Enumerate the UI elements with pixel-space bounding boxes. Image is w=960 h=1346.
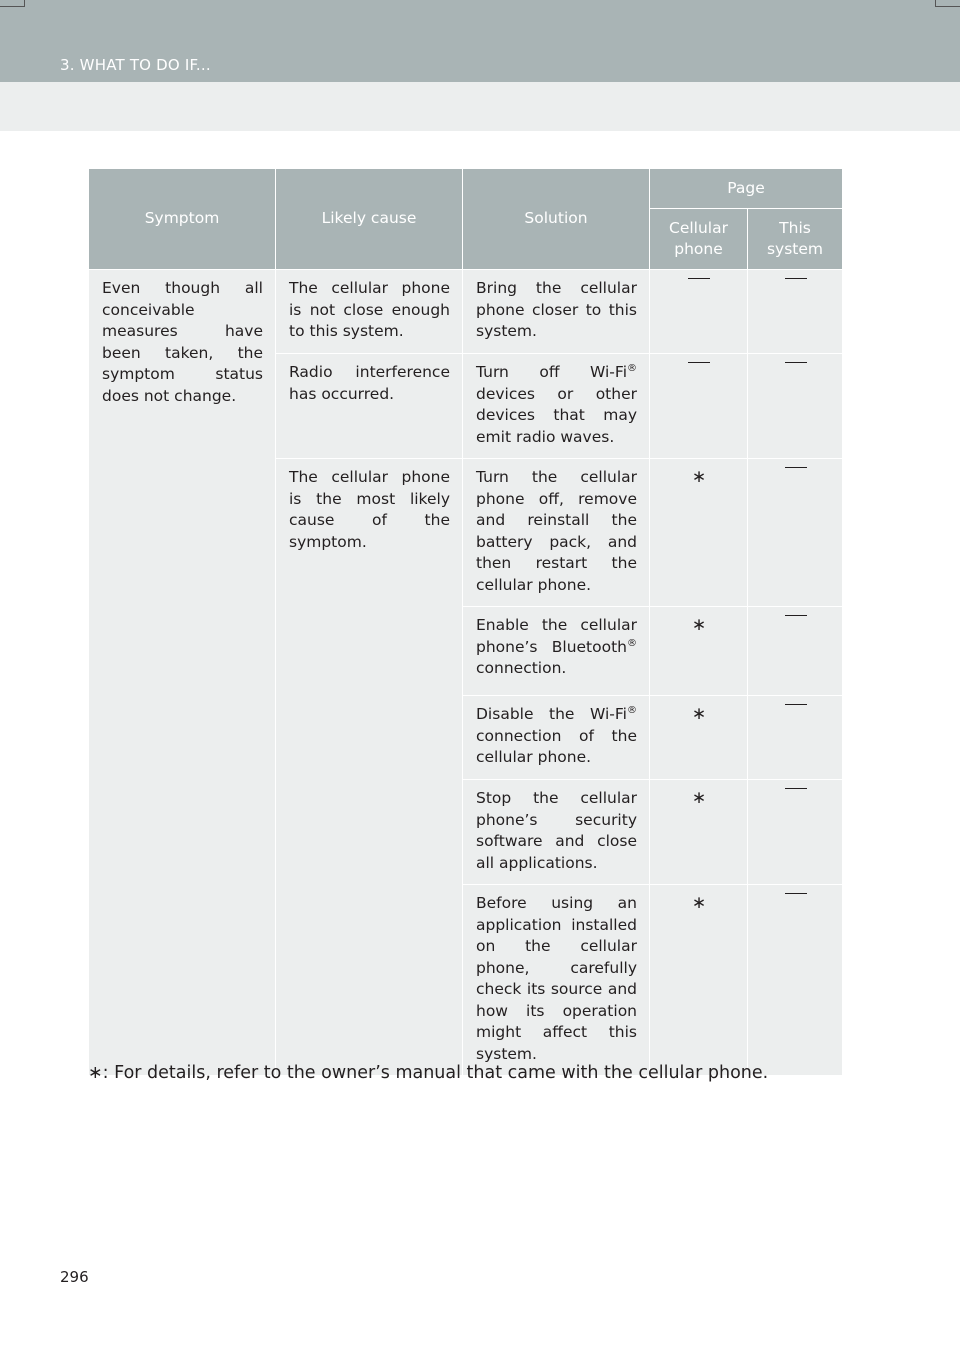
registered-mark: ® [627, 362, 637, 374]
dash-mark [688, 278, 710, 301]
page-cell-cellular [650, 696, 748, 780]
section-title: 3. WHAT TO DO IF... [60, 56, 211, 74]
column-header-likely-cause: Likely cause [276, 169, 463, 270]
page-cell-cellular [650, 270, 748, 354]
column-header-this-system: This system [748, 209, 843, 270]
page-cell-system [748, 270, 843, 354]
solution-text: Turn off Wi-Fi [476, 363, 627, 381]
solution-cell: Turn the cellular phone off, remove and reinstall the battery pack, and then restart the cellular phone. [463, 459, 650, 607]
asterisk-mark: ∗ [691, 615, 707, 635]
asterisk-mark: ∗ [691, 704, 707, 724]
dash-mark [785, 788, 807, 811]
registered-mark: ® [627, 637, 637, 649]
page-cell-system [748, 780, 843, 885]
cause-cell: The cellular phone is not close enough to this system. [276, 270, 463, 354]
dash-mark [785, 362, 807, 385]
solution-text: connection. [476, 659, 567, 677]
page-cell-system [748, 354, 843, 459]
solution-cell [463, 696, 650, 780]
registered-mark: ® [627, 704, 637, 716]
dash-mark [785, 704, 807, 727]
dash-mark [785, 467, 807, 490]
asterisk-mark: ∗ [691, 788, 707, 808]
column-header-page: Page [650, 169, 843, 209]
cause-cell: The cellular phone is the most likely cause of the symptom. [276, 459, 463, 1076]
page-cell-cellular [650, 780, 748, 885]
solution-text: connection of the cellular phone. [476, 726, 637, 766]
troubleshooting-table [88, 168, 843, 1076]
crop-mark-right [935, 0, 960, 7]
page-cell-cellular [650, 354, 748, 459]
solution-cell: Bring the cellular phone closer to this system. [463, 270, 650, 354]
page-cell-system [748, 459, 843, 607]
solution-cell [463, 607, 650, 696]
column-header-symptom: Symptom [89, 169, 276, 270]
dash-mark [688, 362, 710, 385]
page-cell-system [748, 607, 843, 696]
footnote: ∗: For details, refer to the owner’s manual that came with the cellular phone. [88, 1063, 769, 1083]
solution-text: devices or other devices that may emit radio waves. [476, 384, 637, 446]
cause-cell: Radio interference has occurred. [276, 354, 463, 459]
solution-cell [463, 354, 650, 459]
symptom-cell: Even though all conceivable measures have been taken, the symptom status does not change. [89, 270, 276, 1076]
dash-mark [785, 278, 807, 301]
asterisk-mark: ∗ [691, 467, 707, 487]
crop-mark-left [0, 0, 25, 7]
asterisk-mark: ∗ [691, 893, 707, 913]
header-sub-band [0, 82, 960, 131]
page-cell-cellular [650, 459, 748, 607]
solution-cell: Stop the cellular phone’s security software and close all applications. [463, 780, 650, 885]
page-cell-cellular [650, 607, 748, 696]
page-cell-system [748, 696, 843, 780]
solution-text: Enable the cellular phone’s Bluetooth [476, 616, 637, 656]
column-header-solution: Solution [463, 169, 650, 270]
page-cell-system [748, 885, 843, 1076]
dash-mark [785, 615, 807, 638]
column-header-cellular-phone: Cellular phone [650, 209, 748, 270]
solution-text: Disable the Wi-Fi [476, 705, 627, 723]
page-cell-cellular [650, 885, 748, 1076]
solution-cell: Before using an application installed on the cellular phone, carefully check its source and how its operation might affect this system. [463, 885, 650, 1076]
dash-mark [785, 893, 807, 916]
page-number: 296 [60, 1268, 89, 1286]
